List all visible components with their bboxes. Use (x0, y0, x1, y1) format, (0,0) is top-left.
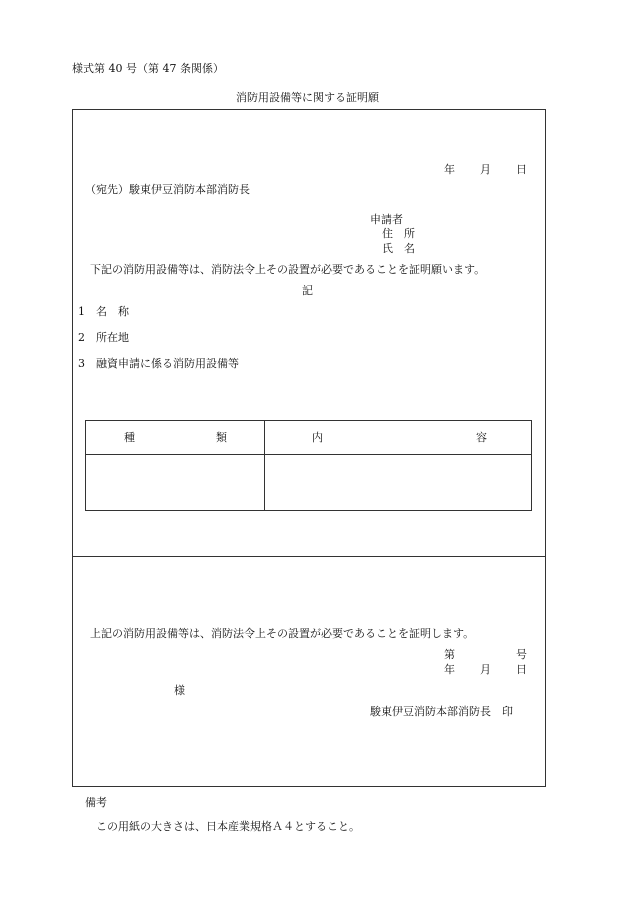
request-date-day: 日 (516, 163, 527, 176)
addressee: （宛先）駿東伊豆消防本部消防長 (85, 183, 250, 196)
certification-section (72, 556, 546, 787)
document-title: 消防用設備等に関する証明願 (236, 91, 379, 104)
certification-body-text: 上記の消防用設備等は、消防法令上その設置が必要であることを証明します。 (90, 627, 475, 640)
certification-date-day: 日 (516, 663, 527, 676)
table-header-divider (86, 454, 531, 455)
table-header-content-char1: 内 (312, 431, 323, 444)
form-number: 様式第 40 号（第 47 条関係） (72, 62, 224, 75)
certification-date-month: 月 (480, 663, 491, 676)
notes-text: この用紙の大きさは、日本産業規格Ａ４とすること。 (96, 820, 360, 833)
item-3-number: 3 (78, 357, 85, 370)
issuer-label: 駿東伊豆消防本部消防長 印 (370, 705, 513, 718)
notes-heading: 備考 (85, 796, 107, 809)
certificate-gou: 号 (516, 648, 527, 661)
table-header-type-char2: 類 (216, 431, 227, 444)
request-date-year: 年 (444, 163, 455, 176)
item-3-label: 融資申請に係る消防用設備等 (96, 357, 239, 370)
item-2-number: 2 (78, 331, 85, 344)
table-column-divider (264, 421, 265, 510)
request-body-text: 下記の消防用設備等は、消防法令上その設置が必要であることを証明願います。 (90, 263, 486, 276)
ki-label: 記 (302, 284, 313, 297)
certification-date-year: 年 (444, 663, 455, 676)
applicant-label: 申請者 (370, 213, 403, 226)
name-label: 氏 名 (382, 242, 415, 255)
table-header-type-char1: 種 (124, 431, 135, 444)
item-1-number: 1 (78, 305, 85, 318)
certificate-dai: 第 (444, 648, 455, 661)
request-date-month: 月 (480, 163, 491, 176)
item-2-label: 所在地 (96, 331, 129, 344)
address-label: 住 所 (382, 227, 415, 240)
sama-label: 様 (174, 684, 185, 697)
item-1-label: 名 称 (96, 305, 129, 318)
equipment-table (85, 420, 532, 511)
table-header-content-char2: 容 (476, 431, 487, 444)
